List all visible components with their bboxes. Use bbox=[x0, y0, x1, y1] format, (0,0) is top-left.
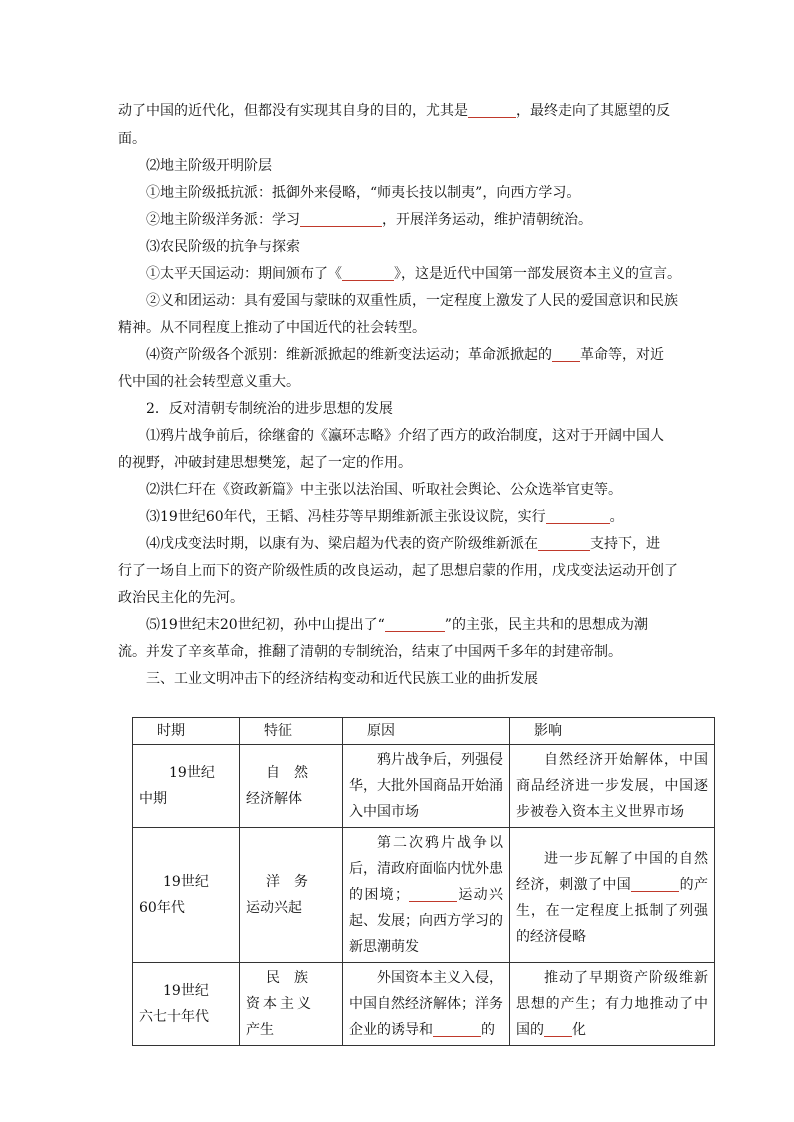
peasant-item-1 bbox=[146, 260, 716, 288]
fill-blank[interactable] bbox=[544, 1018, 572, 1037]
fill-blank[interactable] bbox=[409, 883, 457, 902]
section2-p5-line-2: 流。并发了辛亥革命，推翻了清朝的专制统治，结束了中国两千多年的封建帝制。 bbox=[118, 644, 622, 660]
landlord-item-1: ①地主阶级抵抗派：抵御外来侵略，“师夷长技以制夷”，向西方学习。 bbox=[146, 185, 581, 201]
text-span: ⑶19世纪60年代，王韬、冯桂芬等早期维新派主张设议院，实行 bbox=[146, 509, 546, 525]
text-span: 的产生，在一定程度上抵制了列强的经济侵略 bbox=[516, 877, 709, 945]
header-cause: 原因 bbox=[343, 718, 510, 745]
period-line: 19世纪 bbox=[163, 874, 209, 890]
text-span: ⑷资产阶级各个派别：维新派掀起的维新变法运动；革命派掀起的 bbox=[146, 347, 552, 363]
text-span: 推动了早期资产阶级维新思想的产生；有力地推动了中国的 bbox=[516, 970, 708, 1038]
text-span: 支持下，进 bbox=[590, 536, 660, 552]
text-span: 。 bbox=[609, 509, 624, 525]
section2-p4-line-1 bbox=[146, 530, 716, 558]
cell-effect: 自然经济开始解体，中国商品经济进一步发展，中国逐步被卷入资本主义世界市场 bbox=[510, 745, 715, 828]
feature-line: 经济解体 bbox=[246, 791, 302, 807]
fill-blank[interactable] bbox=[552, 343, 580, 362]
text-span: 化 bbox=[572, 1022, 586, 1038]
text-span: ①太平天国运动：期间颁布了《 bbox=[146, 266, 342, 282]
para-top-line-1 bbox=[118, 97, 688, 125]
table-row bbox=[133, 745, 715, 828]
cell-cause bbox=[343, 828, 510, 963]
text-span: 》，这是近代中国第一部发展资本主义的宣言。 bbox=[394, 266, 681, 282]
fill-blank[interactable] bbox=[385, 613, 445, 632]
bourgeois-line-1 bbox=[146, 341, 716, 369]
period-line: 六七十年代 bbox=[139, 1009, 209, 1025]
text-span: ，开展洋务运动，维护清朝统治。 bbox=[382, 212, 592, 228]
landlord-item-2 bbox=[146, 206, 716, 234]
cell-feature bbox=[240, 745, 343, 828]
header-effect: 影响 bbox=[510, 718, 715, 745]
section2-p5-line-1 bbox=[146, 611, 716, 639]
cell-period bbox=[133, 963, 240, 1046]
peasant-item-2-line-1: ②义和团运动：具有爱国与蒙昧的双重性质，一定程度上激发了人民的爱国意识和民族 bbox=[146, 293, 678, 309]
section2-p1-line-1: ⑴鸦片战争前后，徐继畲的《瀛环志略》介绍了西方的政治制度，这对于开阔中国人 bbox=[146, 428, 664, 444]
fill-blank[interactable] bbox=[538, 532, 590, 551]
period-line: 19世纪 bbox=[169, 765, 215, 781]
section2-p1-line-2: 的视野，冲破封建思想樊笼，起了一定的作用。 bbox=[118, 455, 412, 471]
text-span: 的 bbox=[481, 1022, 495, 1038]
period-line: 中期 bbox=[139, 791, 167, 807]
text-span: 革命等，对近 bbox=[580, 347, 664, 363]
text-span: ②地主阶级洋务派：学习 bbox=[146, 212, 300, 228]
text-span: 外国资本主义入侵，中国自然经济解体；洋务企业的诱导和 bbox=[349, 970, 503, 1038]
peasant-heading: ⑶农民阶级的抗争与探索 bbox=[146, 239, 300, 255]
period-line: 60年代 bbox=[139, 900, 185, 916]
fill-blank[interactable] bbox=[342, 262, 394, 281]
bourgeois-line-2: 代中国的社会转型意义重大。 bbox=[118, 374, 300, 390]
header-period: 时期 bbox=[133, 718, 240, 745]
cell-period bbox=[133, 745, 240, 828]
fill-blank[interactable] bbox=[468, 99, 516, 118]
table-header-row bbox=[133, 718, 715, 745]
cell-feature bbox=[240, 828, 343, 963]
table-row bbox=[133, 963, 715, 1046]
fill-blank[interactable] bbox=[433, 1018, 481, 1037]
text-span: 动了中国的近代化，但都没有实现其自身的目的，尤其是 bbox=[118, 103, 468, 119]
section3-heading: 三、工业文明冲击下的经济结构变动和近代民族工业的曲折发展 bbox=[146, 671, 538, 687]
section2-p2: ⑵洪仁玕在《资政新篇》中主张以法治国、听取社会舆论、公众选举官吏等。 bbox=[146, 482, 622, 498]
feature-line: 民 族 bbox=[266, 970, 308, 986]
feature-line: 运动兴起 bbox=[246, 900, 302, 916]
fill-blank[interactable] bbox=[546, 505, 610, 524]
cell-effect bbox=[510, 963, 715, 1046]
para-top-line-2: 面。 bbox=[118, 131, 146, 147]
text-span: ，最终走向了其愿望的反 bbox=[516, 103, 670, 119]
table-row bbox=[133, 828, 715, 963]
landlord-heading: ⑵地主阶级开明阶层 bbox=[146, 158, 272, 174]
economy-table bbox=[132, 717, 715, 1046]
text-span: 运动兴起、发展；向西方学习的新思潮萌发 bbox=[349, 887, 503, 955]
feature-line: 洋 务 bbox=[266, 874, 308, 890]
text-span: 第二次鸦片战争以后，清政府面临内忧外患的困境； bbox=[349, 835, 503, 903]
cell-cause: 鸦片战争后，列强侵华，大批外国商品开始涌入中国市场 bbox=[343, 745, 510, 828]
text-span: 进一步瓦解了中国的自然经济，刺激了中国 bbox=[516, 851, 708, 893]
text-span: ⑸19世纪末20世纪初，孙中山提出了“ bbox=[146, 617, 385, 633]
section2-heading: 2．反对清朝专制统治的进步思想的发展 bbox=[146, 401, 393, 417]
peasant-item-2-line-2: 精神。从不同程度上推动了中国近代的社会转型。 bbox=[118, 320, 426, 336]
period-line: 19世纪 bbox=[163, 983, 209, 999]
text-span: ⑷戊戌变法时期，以康有为、梁启超为代表的资产阶级维新派在 bbox=[146, 536, 538, 552]
section2-p4-line-2: 行了一场自上而下的资产阶级性质的改良运动，起了思想启蒙的作用，戊戌变法运动开创了 bbox=[118, 563, 678, 579]
section2-p4-line-3: 政治民主化的先河。 bbox=[118, 590, 244, 606]
cell-feature bbox=[240, 963, 343, 1046]
header-feature: 特征 bbox=[240, 718, 343, 745]
cell-cause bbox=[343, 963, 510, 1046]
feature-line: 产生 bbox=[246, 1022, 274, 1038]
section2-p3 bbox=[146, 503, 716, 531]
feature-line: 资本主义 bbox=[246, 996, 314, 1012]
fill-blank[interactable] bbox=[300, 208, 382, 227]
cell-period bbox=[133, 828, 240, 963]
text-span: ”的主张，民主共和的思想成为潮 bbox=[444, 617, 648, 633]
fill-blank[interactable] bbox=[631, 873, 679, 892]
cell-effect bbox=[510, 828, 715, 963]
feature-line: 自 然 bbox=[266, 765, 308, 781]
